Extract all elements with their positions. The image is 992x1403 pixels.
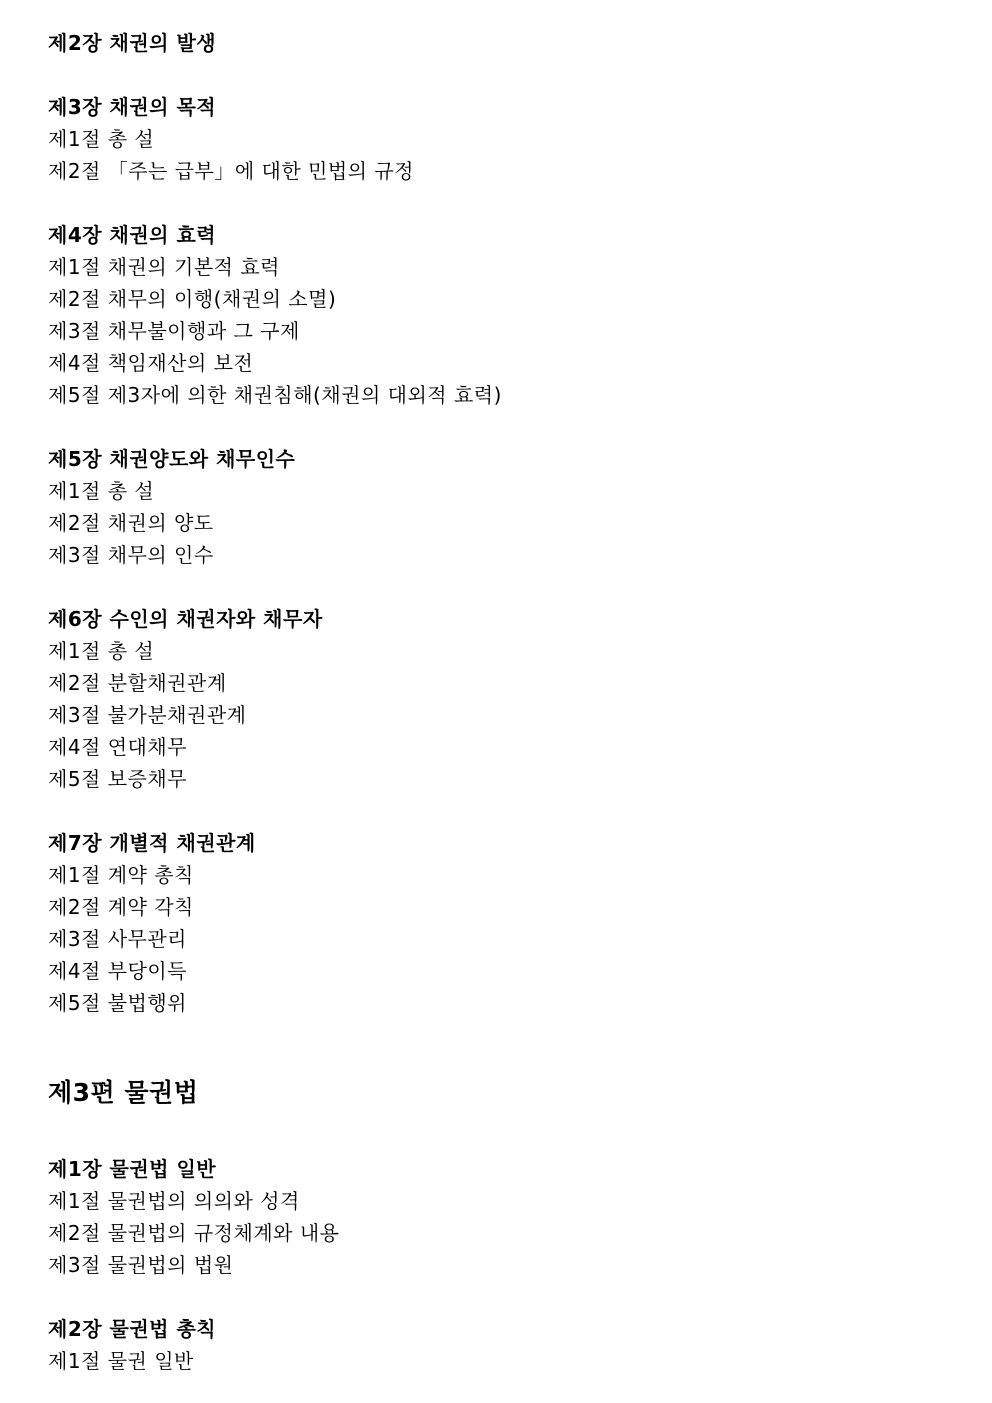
- section-item: 제1절 채권의 기본적 효력: [48, 255, 280, 279]
- section-item: 제5절 불법행위: [48, 991, 188, 1015]
- chapter-heading: 제4장 채권의 효력: [48, 223, 217, 247]
- section-item: 제3절 사무관리: [48, 927, 188, 951]
- chapter-heading: 제1장 물권법 일반: [48, 1157, 217, 1181]
- document-body: [48, 27, 968, 1377]
- part-heading: 제3편 물권법: [48, 1078, 199, 1107]
- section-item: 제4절 책임재산의 보전: [48, 351, 254, 375]
- chapter-heading: 제2장 채권의 발생: [48, 31, 217, 55]
- section-item: 제2절 분할채권관계: [48, 671, 227, 695]
- chapter-heading: 제7장 개별적 채권관계: [48, 831, 256, 855]
- section-item: 제3절 채무의 인수: [48, 543, 214, 567]
- section-item: 제2절 채권의 양도: [48, 511, 214, 535]
- section-item: 제1절 계약 총칙: [48, 863, 194, 887]
- chapter-heading: 제3장 채권의 목적: [48, 95, 217, 119]
- section-item: 제2절 물권법의 규정체계와 내용: [48, 1221, 340, 1245]
- section-item: 제2절 채무의 이행(채권의 소멸): [48, 287, 337, 311]
- chapter-heading: 제5장 채권양도와 채무인수: [48, 447, 296, 471]
- section-item: 제2절 계약 각칙: [48, 895, 194, 919]
- section-item: 제3절 불가분채권관계: [48, 703, 247, 727]
- section-item: 제3절 채무불이행과 그 구제: [48, 319, 300, 343]
- section-item: 제5절 보증채무: [48, 767, 188, 791]
- section-item: 제1절 총 설: [48, 479, 155, 503]
- section-item: 제1절 물권 일반: [48, 1349, 194, 1373]
- section-item: 제2절 「주는 급부」에 대한 민법의 규정: [48, 159, 414, 183]
- chapter-heading: 제2장 물권법 총칙: [48, 1317, 217, 1341]
- section-item: 제5절 제3자에 의한 채권침해(채권의 대외적 효력): [48, 383, 502, 407]
- chapter-heading: 제6장 수인의 채권자와 채무자: [48, 607, 323, 631]
- section-item: 제4절 부당이득: [48, 959, 188, 983]
- section-item: 제1절 물권법의 의의와 성격: [48, 1189, 300, 1213]
- section-item: 제1절 총 설: [48, 127, 155, 151]
- section-item: 제4절 연대채무: [48, 735, 188, 759]
- section-item: 제1절 총 설: [48, 639, 155, 663]
- section-item: 제3절 물권법의 법원: [48, 1253, 234, 1277]
